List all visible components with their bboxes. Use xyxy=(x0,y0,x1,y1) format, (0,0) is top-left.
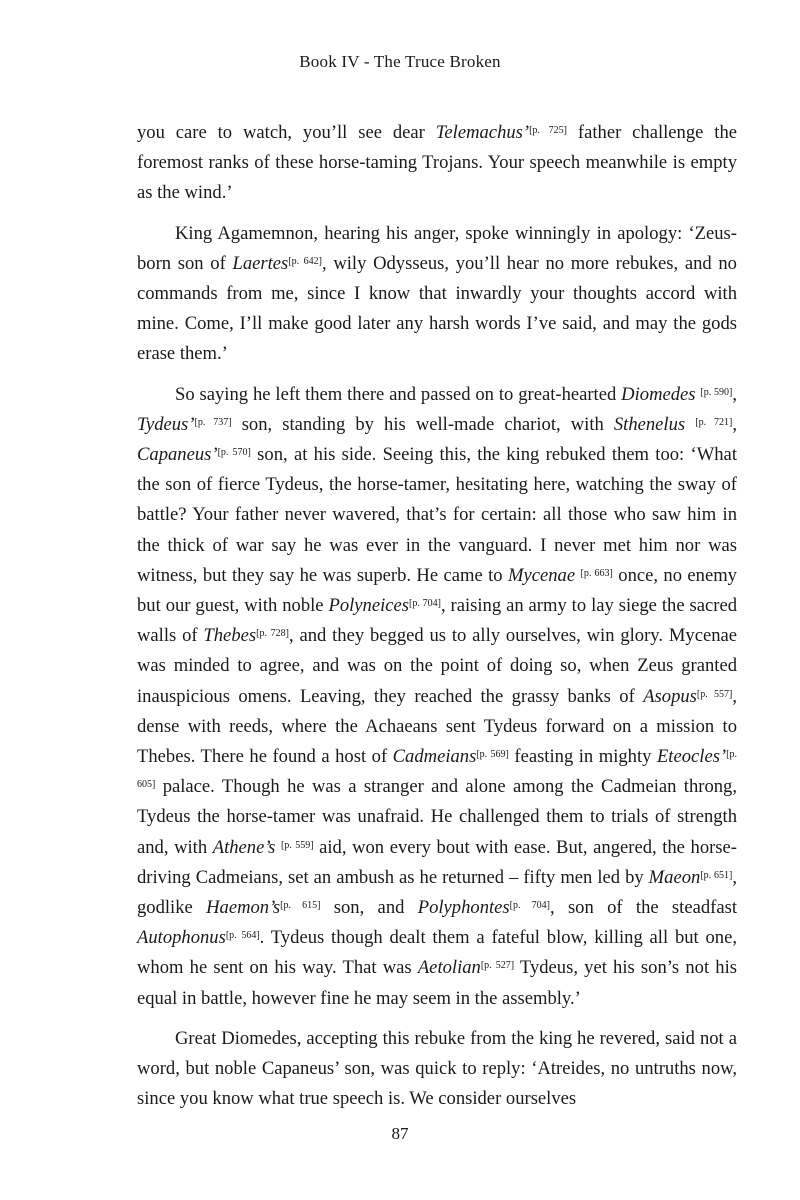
page-reference: [p. 557] xyxy=(696,688,733,700)
text-run: , godlike xyxy=(137,866,737,919)
page-reference: [p. 704] xyxy=(409,598,441,610)
proper-name: Cadmeians xyxy=(392,746,477,768)
proper-name: Tydeus’ xyxy=(137,413,195,435)
proper-name: Autophonus xyxy=(137,927,226,949)
proper-name: Asopus xyxy=(643,685,697,707)
proper-name: Polyneices xyxy=(328,595,409,617)
proper-name: Eteocles’ xyxy=(656,746,727,768)
text-run xyxy=(685,414,695,435)
text-run: you care to watch, you’ll see dear xyxy=(137,122,436,143)
text-run: son, and xyxy=(320,897,418,919)
text-run: King Agamemnon, hearing his anger, spoke winningly in apology: ‘Zeus-born son of xyxy=(137,222,737,274)
page-reference: [p. 725] xyxy=(529,125,568,136)
text-run: , xyxy=(732,413,737,435)
proper-name: Telemachus’ xyxy=(435,122,530,143)
running-header: Book IV - The Truce Broken xyxy=(299,52,501,71)
proper-name: Athene’s xyxy=(212,836,276,858)
page-reference: [p. 728] xyxy=(256,628,289,640)
page-number: 87 xyxy=(391,1124,409,1143)
text-run: , and they begged us to ally ourselves, win glory. Mycenae was minded to agree, and was on the point of doing so, when Zeus granted inauspicious omens. Leaving, they reached the grassy banks of xyxy=(137,625,737,707)
text-run: , raising an army to lay siege the sacred walls of xyxy=(137,595,737,647)
page-reference: [p. 569] xyxy=(476,749,509,761)
page-reference: [p. 605] xyxy=(137,749,737,791)
proper-name: Thebes xyxy=(203,625,257,647)
page-reference: [p. 590] xyxy=(700,386,733,398)
proper-name: Sthenelus xyxy=(613,413,686,435)
body-text xyxy=(137,118,737,1125)
page-reference: [p. 559] xyxy=(280,839,314,851)
page-reference: [p. 721] xyxy=(695,416,733,428)
page-reference: [p. 651] xyxy=(700,869,733,881)
page-reference: [p. 704] xyxy=(509,900,550,912)
proper-name: Mycenae xyxy=(507,564,576,586)
text-run: , xyxy=(732,383,737,405)
paragraph xyxy=(137,118,737,209)
page-reference: [p. 570] xyxy=(217,447,251,459)
text-run: Great Diomedes, accepting this rebuke from the king he revered, said not a word, but noble Capaneus’ son, was quick to reply: ‘Atreides, no untruths now, since you know what true speech is. We consider ourselves xyxy=(137,1027,737,1110)
proper-name: Diomedes xyxy=(621,383,696,405)
text-run: So saying he left them there and passed on to great-hearted xyxy=(175,383,622,405)
page-reference: [p. 737] xyxy=(194,416,232,428)
text-run: . Tydeus though dealt them a fateful blow, killing all but one, whom he sent on his way. That was xyxy=(137,927,738,979)
proper-name: Laertes xyxy=(232,252,289,274)
paragraph xyxy=(137,219,737,370)
proper-name: Polyphontes xyxy=(417,897,510,919)
paragraph xyxy=(137,380,737,1014)
text-run: once, no enemy but our guest, with noble xyxy=(137,564,737,617)
text-run: son, standing by his well-made chariot, with xyxy=(231,413,614,435)
paragraph xyxy=(137,1024,737,1115)
proper-name: Aetolian xyxy=(417,957,481,979)
page-reference: [p. 527] xyxy=(480,960,515,972)
page-reference: [p. 663] xyxy=(580,567,613,579)
text-run: , dense with reeds, where the Achaeans sent Tydeus forward on a mission to Thebes. There he found a host of xyxy=(137,685,737,768)
text-run: Tydeus, yet his son’s not his equal in battle, however fine he may seem in the assembly.’ xyxy=(137,957,737,1009)
text-run: palace. Though he was a stranger and alone among the Cadmeian throng, Tydeus the horse-tamer was unafraid. He challenged them to trials of strength and, with xyxy=(137,776,737,858)
proper-name: Maeon xyxy=(648,866,701,888)
text-run: , son of the steadfast xyxy=(549,897,737,919)
proper-name: Capaneus’ xyxy=(137,444,218,466)
page-reference: [p. 615] xyxy=(280,900,321,912)
text-run: , wily Odysseus, you’ll hear no more rebukes, and no commands from me, since I know that inwardly your thoughts accord with mine. Come, I’ll make good later any harsh words I’ve said, and may the gods erase them.’ xyxy=(137,252,737,365)
text-run: feasting in mighty xyxy=(508,746,657,768)
page-reference: [p. 642] xyxy=(288,255,322,267)
page-reference: [p. 564] xyxy=(225,930,260,942)
text-run: son, at his side. Seeing this, the king rebuked them too: ‘What the son of fierce Tydeus, the horse-tamer, hesitating here, watching the sway of battle? Your father never wavered, that’s for certain: all those who saw him in the thick of war say he was ever in the vanguard. I never met him nor was witness, but they say he was superb. He came to xyxy=(137,444,737,586)
proper-name: Haemon’s xyxy=(206,897,281,919)
text-run: father challenge the foremost ranks of these horse-taming Trojans. Your speech meanwhile is empty as the wind.’ xyxy=(137,122,738,204)
text-run: aid, won every bout with ease. But, angered, the horse-driving Cadmeians, set an ambush as he returned – fifty men led by xyxy=(137,836,737,888)
